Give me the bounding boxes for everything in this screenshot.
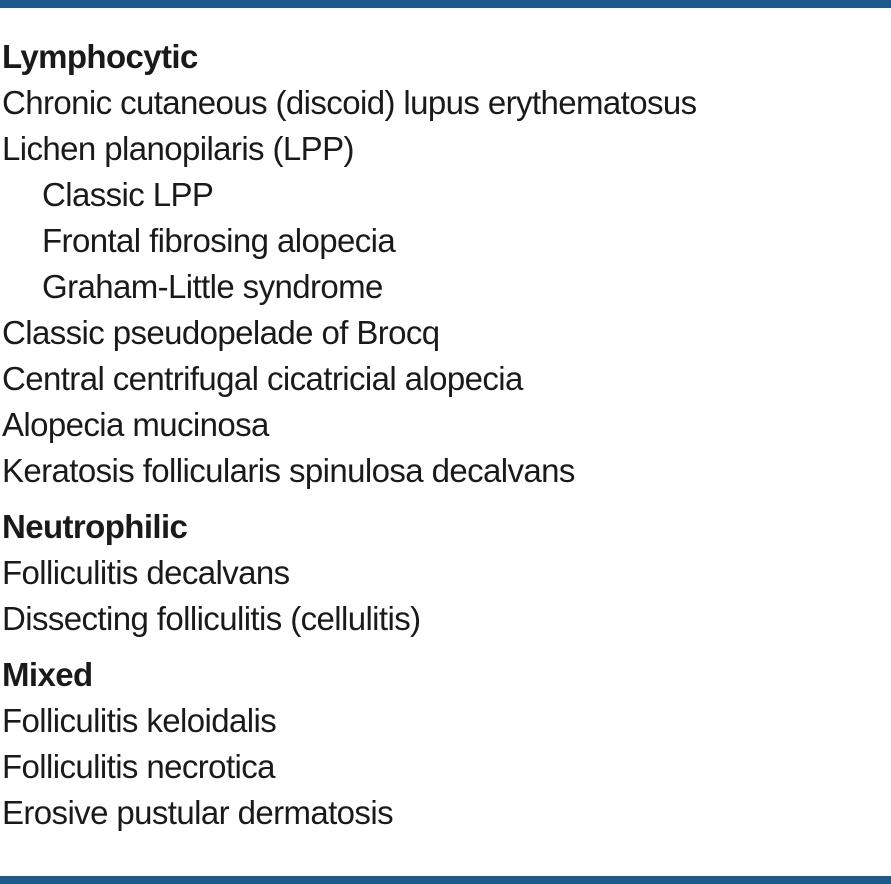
section-heading: Neutrophilic xyxy=(2,508,188,545)
list-item: Classic pseudopelade of Brocq xyxy=(2,314,440,351)
list-item: Erosive pustular dermatosis xyxy=(2,794,393,831)
section-mixed xyxy=(2,652,887,836)
list-item: Central centrifugal cicatricial alopecia xyxy=(2,360,523,397)
list-subitem: Frontal fibrosing alopecia xyxy=(42,222,396,259)
section-lymphocytic xyxy=(2,34,887,494)
list-item: Alopecia mucinosa xyxy=(2,406,269,443)
section-heading: Lymphocytic xyxy=(2,38,198,75)
list-item: Folliculitis decalvans xyxy=(2,554,290,591)
list-item: Folliculitis necrotica xyxy=(2,748,275,785)
top-rule xyxy=(0,0,891,8)
list-item: Folliculitis keloidalis xyxy=(2,702,277,739)
list-item: Keratosis follicularis spinulosa decalvans xyxy=(2,452,575,489)
list-subitem: Classic LPP xyxy=(42,176,214,213)
bottom-rule xyxy=(0,876,891,884)
list-subitem: Graham-Little syndrome xyxy=(42,268,383,305)
section-heading: Mixed xyxy=(2,656,93,693)
list-item: Lichen planopilaris (LPP) xyxy=(2,130,354,167)
list-item: Chronic cutaneous (discoid) lupus erythematosus xyxy=(2,84,697,121)
classification-list xyxy=(2,34,887,836)
list-item: Dissecting folliculitis (cellulitis) xyxy=(2,600,421,637)
section-neutrophilic xyxy=(2,504,887,642)
